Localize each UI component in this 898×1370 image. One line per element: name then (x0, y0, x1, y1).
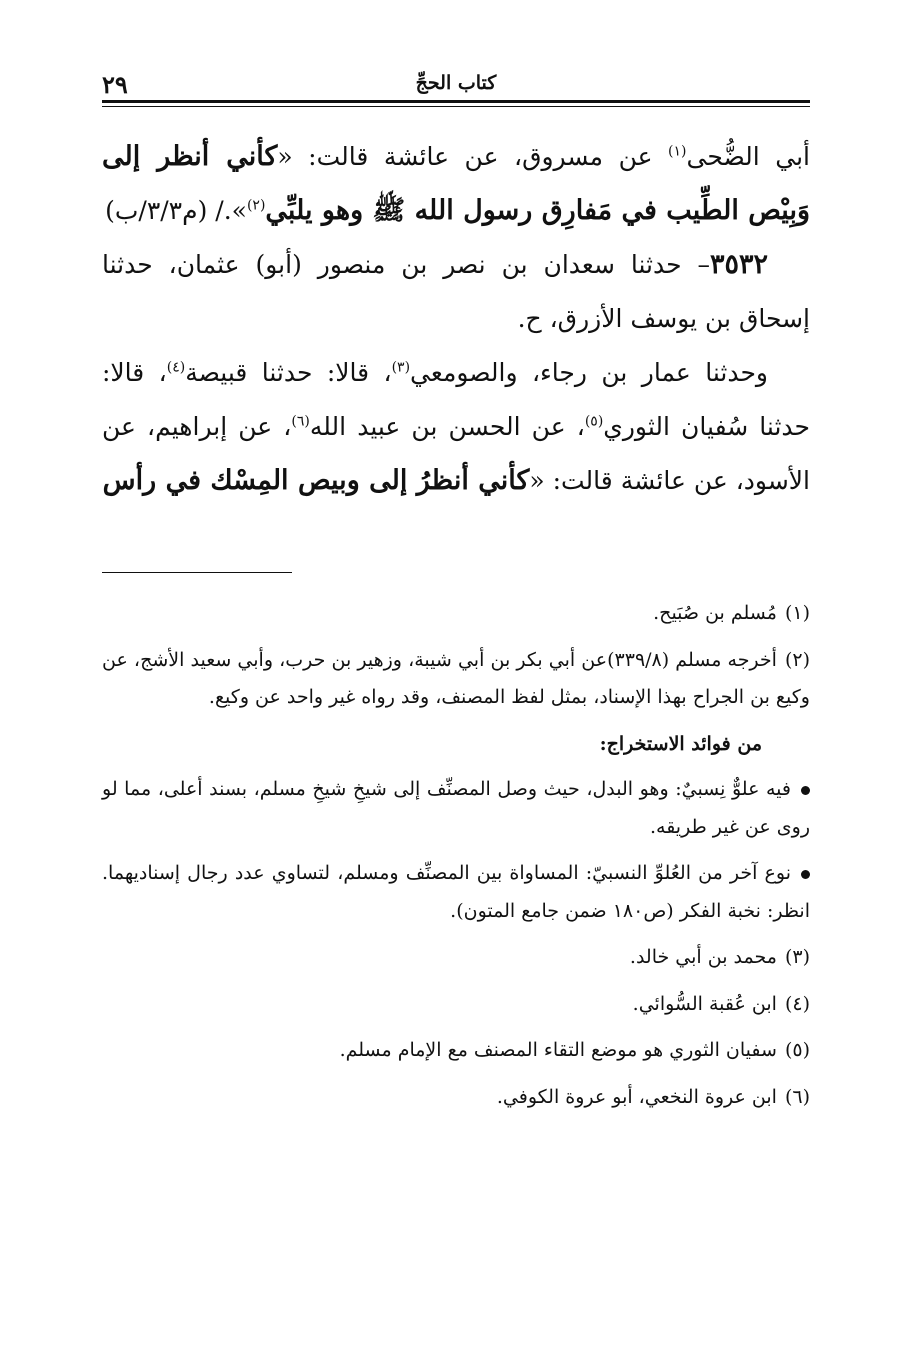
running-title: كتاب الحجِّ (415, 72, 497, 94)
bullet-icon (801, 786, 810, 795)
page-header (102, 60, 810, 100)
footnote-4: (٤)ابن عُقبة السُّوائي. (632, 992, 810, 1015)
hadith-number: ٣٥٣٢ (709, 249, 768, 280)
footnote-6: (٦)ابن عروة النخعي، أبو عروة الكوفي. (496, 1085, 810, 1108)
paragraph-1: أبي الضُّحى$^{(١)}$ عن مسروق، عن عائشة قالت: «كأني أنظر إلى وَبِيْص الطِّيب في مَفارِق رسول الله ﷺ وهو يلبِّي$^{(٢)}$»./ (م٣/٣/ب) (102, 141, 810, 226)
bullet-icon (801, 870, 810, 879)
footnotes (102, 595, 810, 1125)
footnote-2: (٢)أخرجه مسلم (٣٣٩/٨)عن أبي بكر بن أبي شيبة، وزهير بن حرب، وأبي سعيد الأشج، عن وكيع بن الجراح بهذا الإسناد، بمثل لفظ المصنف، وقد رواه غير واحد عن وكيع. (102, 648, 811, 708)
footnote-3: (٣)محمد بن أبي خالد. (629, 946, 810, 968)
footnote-heading: من فوائد الاستخراج: (599, 732, 762, 755)
footnote-bullet-1: فيه علوٌّ نِسبيٌ: وهو البدل، حيث وصل المصنِّف إلى شيخِ شيخِ مسلم، بسند أعلى، مما لو روى عن غير طريقه. (102, 778, 810, 838)
footnote-5: (٥)سفيان الثوري هو موضع التقاء المصنف مع الإمام مسلم. (339, 1039, 810, 1061)
header-rule-thick (102, 100, 810, 103)
footnote-ref-1[interactable]: (١) (668, 143, 687, 160)
footnote-ref-6[interactable]: (٦) (291, 413, 310, 430)
footnote-ref-4[interactable]: (٤) (166, 359, 186, 376)
footnote-ref-5[interactable]: (٥) (584, 413, 604, 430)
hadith-quote-1: كأني أنظر إلى وَبِيْص الطِّيب في مَفارِق رسول الله ﷺ وهو يلبِّي (102, 141, 810, 226)
paragraph-3: وحدثنا عمار بن رجاء، والصومعي$^{(٣)}$، قالا: حدثنا قبيصة$^{(٤)}$، قالا: حدثنا سُفيان الثوري$^{(٥)}$، عن الحسن بن عبيد الله$^{(٦)}$، عن إبراهيم، عن الأسود، عن عائشة قالت: «كأني أنظرُ إلى وبيص المِسْك في رأس (102, 358, 810, 496)
page-number: ٢٩ (102, 70, 128, 99)
main-text (102, 130, 810, 508)
header-rule-thin (102, 106, 810, 107)
footnote-bullet-2: نوع آخر من العُلوِّ النسبيّ: المساواة بين المصنِّف ومسلم، لتساوي عدد رجال إسناديهما. انظر: نخبة الفكر (ص١٨٠ ضمن جامع المتون). (102, 862, 810, 922)
hadith-quote-2: كأني أنظرُ إلى وبيص المِسْك في رأس (102, 465, 530, 496)
footnote-ref-3[interactable]: (٣) (391, 359, 411, 376)
paragraph-2: ٣٥٣٢– حدثنا سعدان بن نصر بن منصور (أبو) عثمان، حدثنا إسحاق بن يوسف الأزرق، ح. (102, 249, 810, 333)
footnote-ref-2[interactable]: (٢) (246, 197, 266, 214)
footnote-1: (١)مُسلم بن صُبَيح. (653, 602, 810, 624)
book-page (102, 60, 811, 1108)
footnote-separator (102, 572, 292, 573)
